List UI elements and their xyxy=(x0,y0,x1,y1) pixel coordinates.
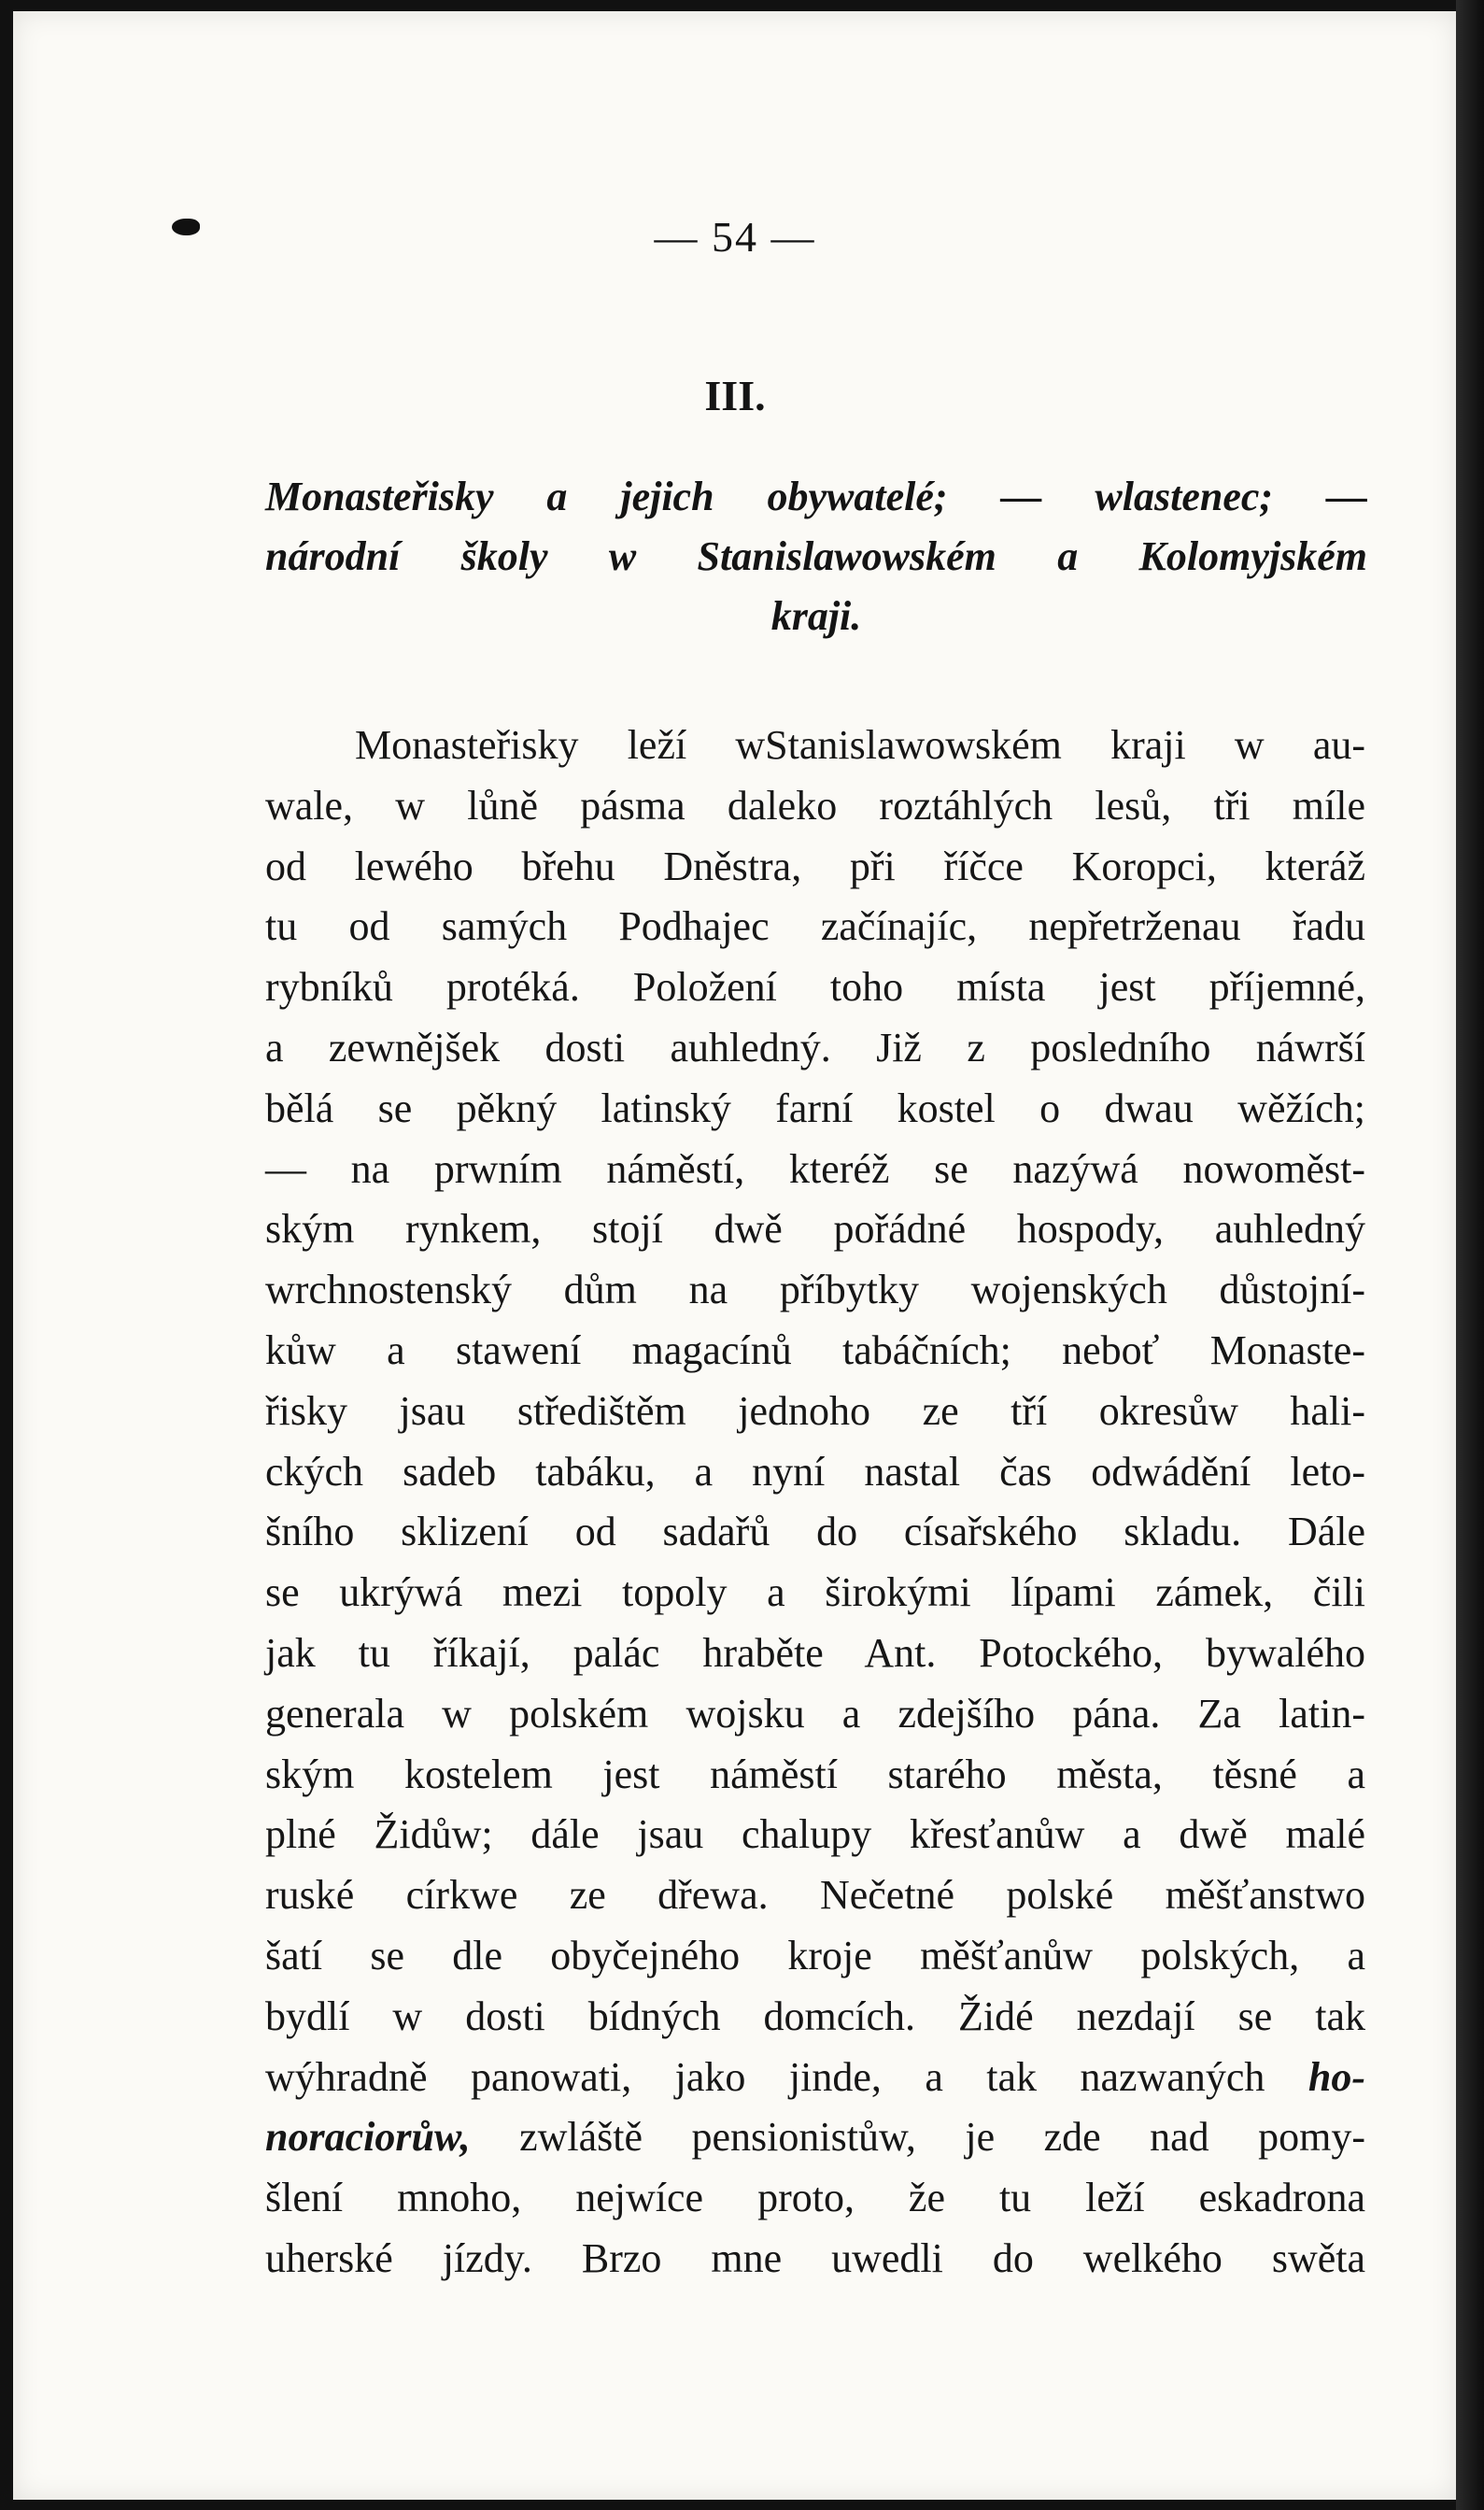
text-line: — na prwním náměstí, kteréž se nazýwá nowoměst- xyxy=(265,1145,1365,1192)
book-page xyxy=(13,11,1457,2500)
text-line: bydlí w dosti bídných domcích. Židé nezdají se tak xyxy=(265,1992,1365,2039)
chapter-title-line: Monasteřisky a jejich obywatelé; — wlastenec; — xyxy=(265,474,1367,519)
text-line: ruské církwe ze dřewa. Nečetné polské měšťanstwo xyxy=(265,1872,1365,1919)
italic-word: noraciorůw, xyxy=(265,2114,471,2161)
text-line: generala w polském wojsku a zdejšího pána. Za latin- xyxy=(265,1690,1365,1737)
text-line: wale, w lůně pásma daleko roztáhlých lesů, tři míle xyxy=(265,782,1365,829)
text-line: se ukrýwá mezi topoly a širokými lípami zámek, čili xyxy=(265,1569,1365,1616)
text-line: šního sklizení od sadařů do císařského skladu. Dále xyxy=(265,1509,1365,1555)
text-line: uherské jízdy. Brzo mne uwedli do welkého swěta xyxy=(265,2234,1365,2281)
text-line: plné Židůw; dále jsau chalupy křesťanůw a dwě malé xyxy=(265,1811,1365,1858)
text-line: a zewnějšek dosti auhledný. Již z posledního náwrší xyxy=(265,1024,1365,1071)
text-line: wýhradně panowati, jako jinde, a tak nazwaných ho- xyxy=(265,2053,1365,2100)
text-line: ským kostelem jest náměstí starého města, těsné a xyxy=(265,1751,1365,1797)
chapter-number: III. xyxy=(704,372,766,419)
text-line: rybníků protéká. Položení toho místa jest příjemné, xyxy=(265,964,1365,1011)
text-line: jak tu říkají, palác hraběte Ant. Potockého, bywalého xyxy=(265,1629,1365,1676)
chapter-title-line: kraji. xyxy=(770,593,862,639)
page-number: — 54 — xyxy=(654,213,816,261)
text-line: tu od samých Podhajec začínajíc, nepřetrženau řadu xyxy=(265,903,1365,950)
text-line: Monasteřisky leží wStanislawowském kraji w au- xyxy=(355,722,1365,768)
text-line: ckých sadeb tabáku, a nyní nastal čas odwádění leto- xyxy=(265,1448,1365,1495)
paragraph xyxy=(265,716,1365,2290)
text-line: ským rynkem, stojí dwě pořádné hospody, auhledný xyxy=(265,1206,1365,1253)
text-line: řisky jsau středištěm jednoho ze tří okresůw hali- xyxy=(265,1387,1365,1434)
text-line: kůw a stawení magacínů tabáčních; neboť Monaste- xyxy=(265,1326,1365,1373)
chapter-title-line: národní školy w Stanislawowském a Kolomyjském xyxy=(265,533,1367,579)
text-line: wrchnostenský dům na příbytky wojenských důstojní- xyxy=(265,1267,1365,1313)
text-line: od lewého břehu Dněstra, při říčce Koropci, kteráž xyxy=(265,843,1365,889)
italic-word: ho- xyxy=(1307,2053,1365,2100)
page-edge-shadow xyxy=(1456,0,1484,2510)
text-line: noraciorůw, zwláště pensionistůw, je zde nad pomy- xyxy=(265,2114,1365,2161)
chapter-title xyxy=(265,467,1367,646)
text-line: bělá se pěkný latinský farní kostel o dwau wěžích; xyxy=(265,1085,1365,1131)
text-line: šatí se dle obyčejného kroje měšťanůw polských, a xyxy=(265,1932,1365,1978)
text-line: šlení mnoho, nejwíce proto, že tu leží eskadrona xyxy=(265,2175,1365,2221)
